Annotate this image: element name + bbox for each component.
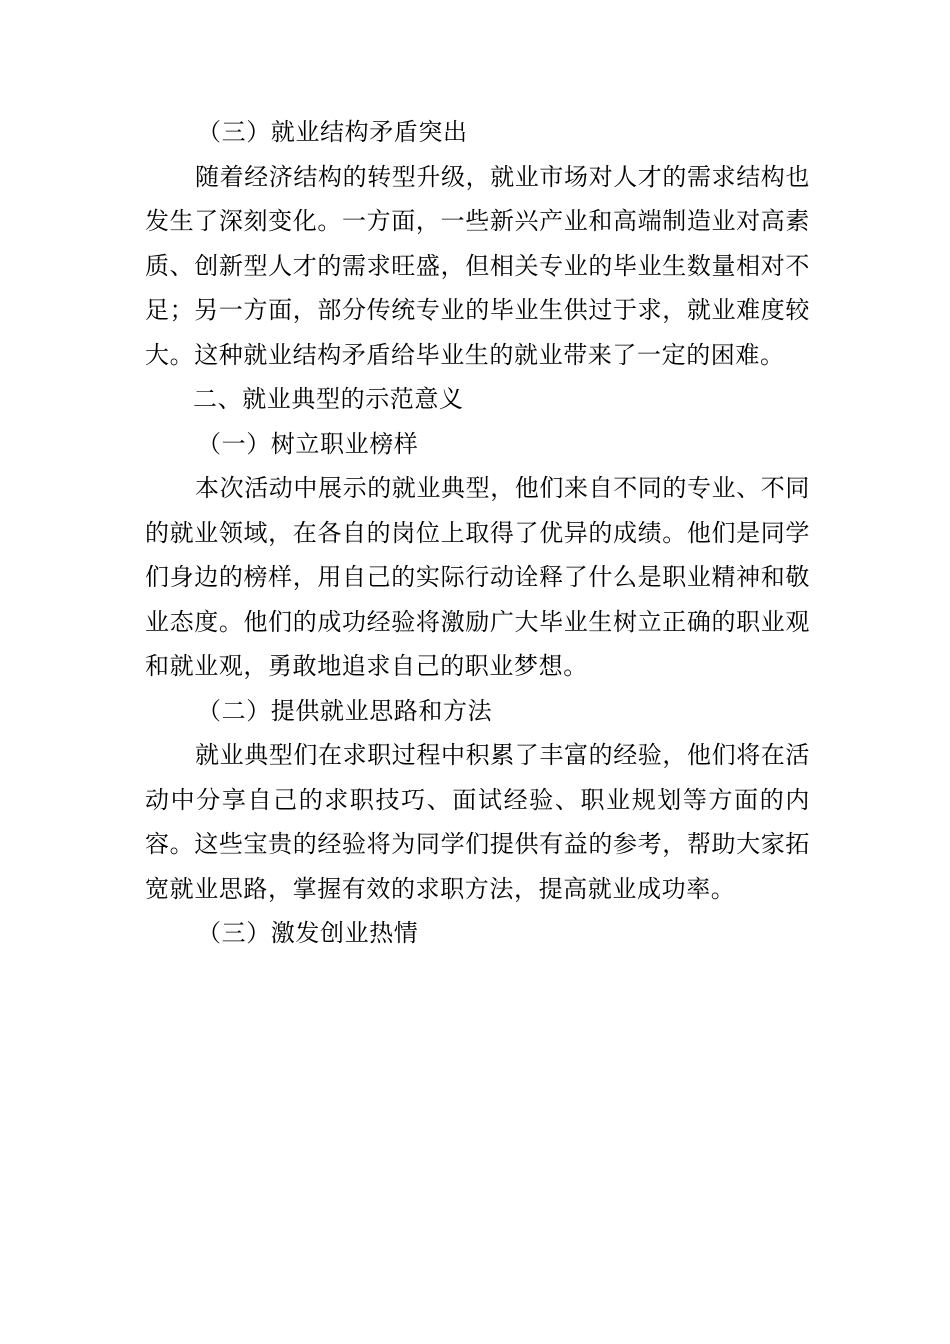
subsection-heading-entrepreneurship: （三）激发创业热情 [197, 919, 419, 947]
subsection-heading-employment-methods: （二）提供就业思路和方法 [197, 696, 493, 725]
paragraph-career-role-models: 本次活动中展示的就业典型，他们来自不同的专业、不同的就业领域，在各自的岗位上取得了优异的成绩。他们是同学们身边的榜样，用自己的实际行动诠释了什么是职业精神和敬业态度。他们的成功经验将激励广大毕业生树立正确的职业观和就业观，勇敢地追求自己的职业梦想。 [145, 474, 810, 680]
document-body [145, 110, 810, 956]
paragraph-employment-structure: 随着经济结构的转型升级，就业市场对人才的需求结构也发生了深刻变化。一方面，一些新兴产业和高端制造业对高素质、创新型人才的需求旺盛，但相关专业的毕业生数量相对不足；另一方面，部分传统专业的毕业生供过于求，就业难度较大。这种就业结构矛盾给毕业生的就业带来了一定的困难。 [145, 162, 810, 369]
subsection-heading-employment-structure: （三）就业结构矛盾突出 [197, 118, 468, 146]
section-heading-demonstration-significance: 二、就业典型的示范意义 [193, 385, 464, 413]
paragraph-employment-methods: 就业典型们在求职过程中积累了丰富的经验，他们将在活动中分享自己的求职技巧、面试经验、职业规划等方面的内容。这些宝贵的经验将为同学们提供有益的参考，帮助大家拓宽就业思路，掌握有效的求职方法，提高就业成功率。 [145, 741, 810, 903]
subsection-heading-career-role-models: （一）树立职业榜样 [197, 429, 419, 458]
